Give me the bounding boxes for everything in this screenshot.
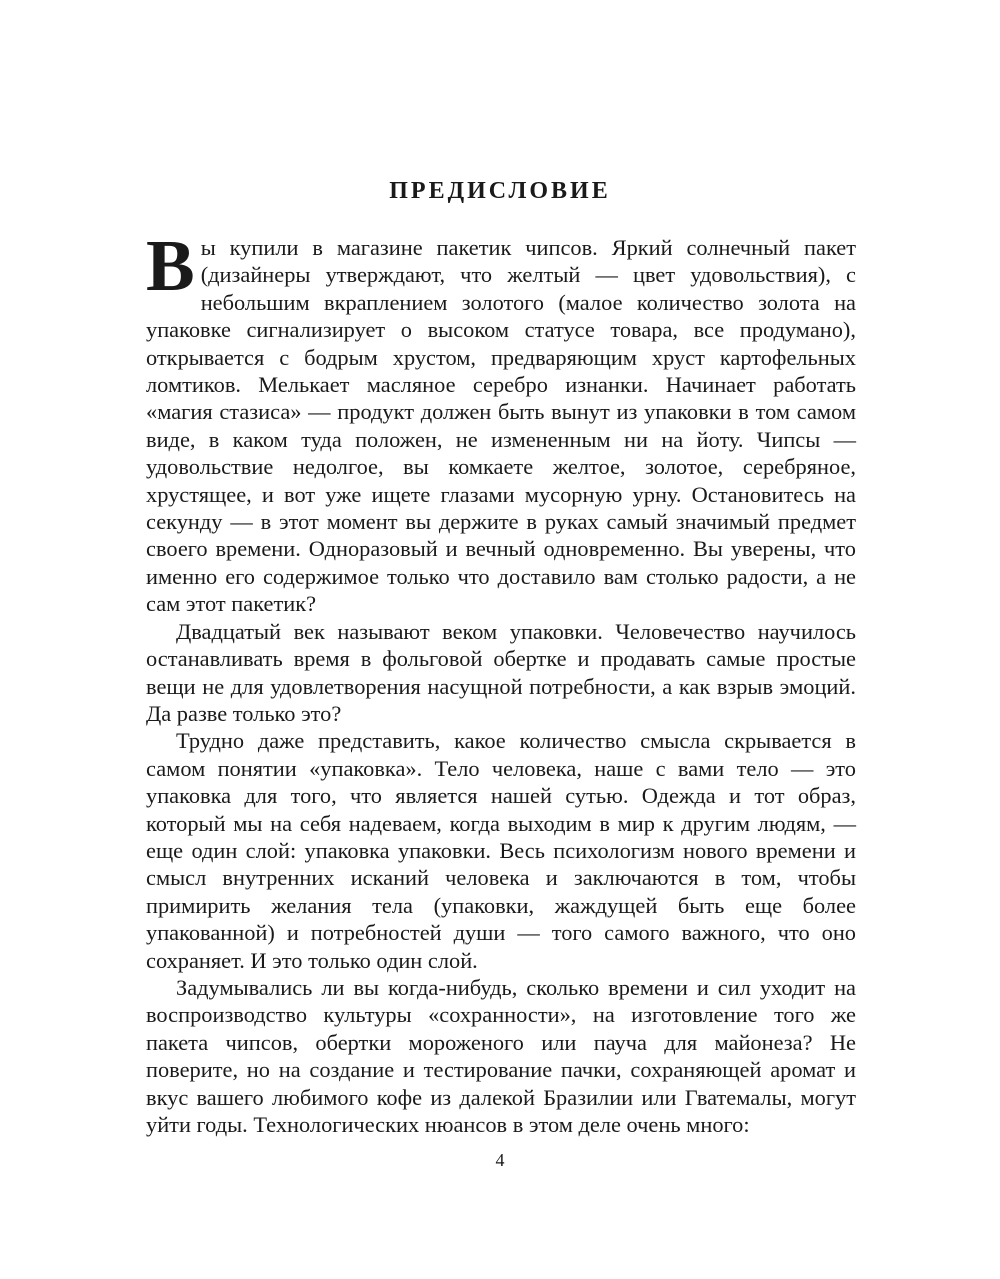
- page-number: 4: [495, 1150, 505, 1170]
- paragraph-text: ы купили в магазине пакетик чипсов. Яркий солнечный пакет (дизайнеры утверждают, что желтый — цвет удовольствия), с небольшим вкраплением золотого (малое количество золота на упаковке сигнализирует о высоком статусе товара, все продумано), открывается с бодрым хрустом, предваряющим хруст картофельных ломтиков. Мелькает масляное серебро изнанки. Начинает работать «магия стазиса» — продукт должен быть вынут из упаковки в том самом виде, в каком туда положен, не измененным ни на йоту. Чипсы — удовольствие недолгое, вы комкаете желтое, золотое, серебряное, хрустящее, и вот уже ищете глазами мусорную урну. Остановитесь на секунду — в этот момент вы держите в руках самый значимый предмет своего времени. Одноразовый и вечный одновременно. Вы уверены, что именно его содержимое только что доставило вам столько радости, а не сам этот пакетик?: [146, 235, 856, 617]
- chapter-heading: ПРЕДИСЛОВИЕ: [389, 178, 611, 204]
- drop-cap: В: [146, 225, 195, 306]
- body-text: [146, 225, 856, 1138]
- paragraph: [146, 225, 856, 618]
- paragraph: Задумывались ли вы когда-нибудь, сколько времени и сил уходит на воспроизводство культуры «сохранности», на изготовление того же пакета чипсов, обертки мороженого или пауча для майонеза? Не поверите, но на создание и тестирование пачки, сохраняющей аромат и вкус вашего любимого кофе из далекой Бразилии или Гватемалы, могут уйти годы. Технологических нюансов в этом деле очень много:: [146, 974, 856, 1137]
- paragraph: Двадцатый век называют веком упаковки. Человечество научилось останавливать время в фольговой обертке и продавать самые простые вещи не для удовлетворения насущной потребности, а как взрыв эмоций. Да разве только это?: [146, 618, 856, 726]
- paragraph: Трудно даже представить, какое количество смысла скрывается в самом понятии «упаковка». Тело человека, наше с вами тело — это упаковка для того, что является нашей сутью. Одежда и тот образ, который мы на себя надеваем, когда выходим в мир к другим людям, — еще один слой: упаковка упаковки. Весь психологизм нового времени и смысл внутренних исканий человека и заключаются в том, чтобы примирить желания тела (упаковки, жаждущей быть еще более упакованной) и потребностей души — того самого важного, что оно сохраняет. И это только один слой.: [146, 728, 856, 973]
